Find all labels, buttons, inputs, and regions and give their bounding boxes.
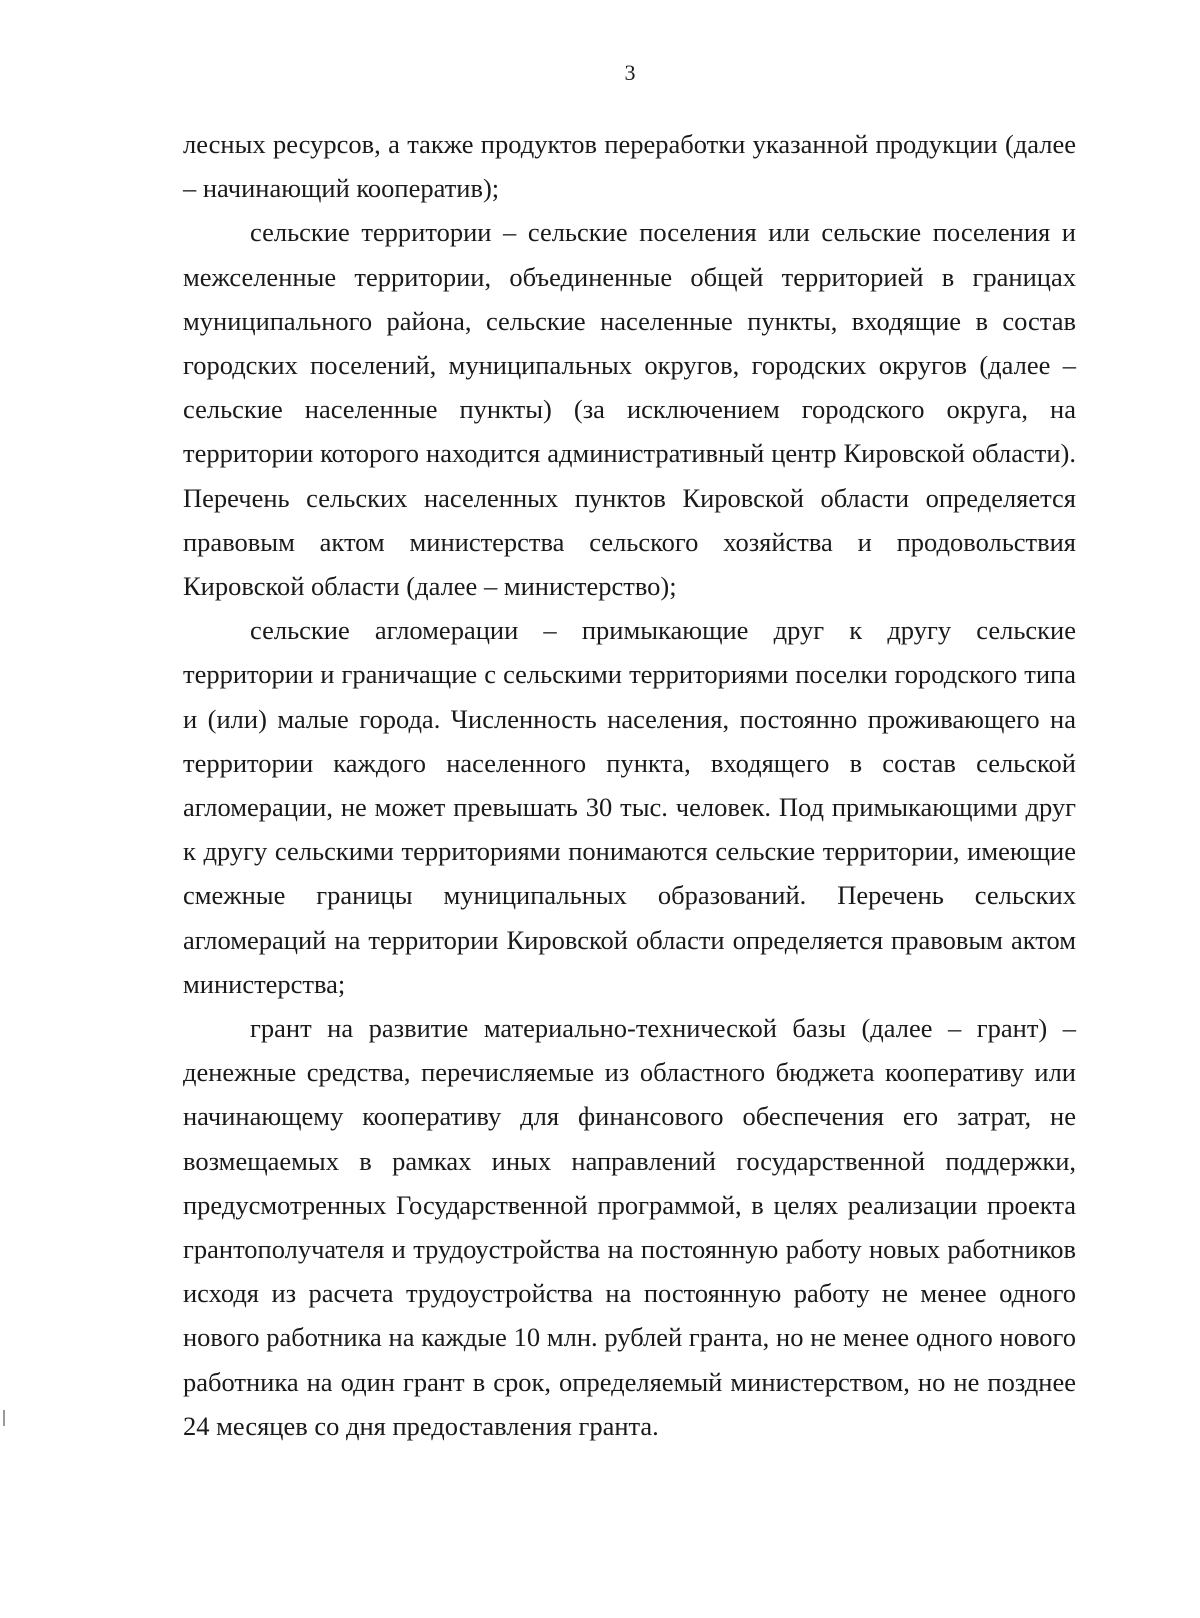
paragraph-rural-territories: сельские территории – сельские поселения или сельские поселения и межселенные территории, объединенные общей территорией в границах муниципального района, сельские населенные пункты, входящие в состав городских поселений, муниципальных округов, городских округов (далее – сельские населенные пункты) (за исключением городского округа, на территории которого находится административный центр Кировской области). Перечень сельских населенных пунктов Кировской области определяется правовым актом министерства сельского хозяйства и продовольствия Кировской области (далее – министерство);	[183, 217, 1076, 602]
paragraph-continuation: лесных ресурсов, а также продуктов переработки указанной продукции (далее – начинающий кооператив);	[183, 129, 1076, 204]
paragraph-rural-agglomerations: сельские агломерации – примыкающие друг к другу сельские территории и граничащие с сельскими территориями поселки городского типа и (или) малые города. Численность населения, постоянно проживающего на территории каждого населенного пункта, входящего в состав сельской агломерации, не может превышать 30 тыс. человек. Под примыкающими друг к другу сельскими территориями понимаются сельские территории, имеющие смежные границы муниципальных образований. Перечень сельских агломераций на территории Кировской области определяется правовым актом министерства;	[183, 615, 1076, 999]
scan-artifact	[3, 1410, 5, 1426]
document-body	[183, 122, 1076, 1448]
page-number: 3	[624, 60, 636, 85]
paragraph-grant-definition: грант на развитие материально-технической базы (далее – грант) – денежные средства, перечисляемые из областного бюджета кооперативу или начинающему кооперативу для финансового обеспечения его затрат, не возмещаемых в рамках иных направлений государственной поддержки, предусмотренных Государственной программой, в целях реализации проекта грантополучателя и трудоустройства на постоянную работу новых работников исходя из расчета трудоустройства на постоянную работу не менее одного нового работника на каждые 10 млн. рублей гранта, но не менее одного нового работника на один грант в срок, определяемый министерством, но не позднее 24 месяцев со дня предоставления гранта.	[183, 1013, 1076, 1441]
